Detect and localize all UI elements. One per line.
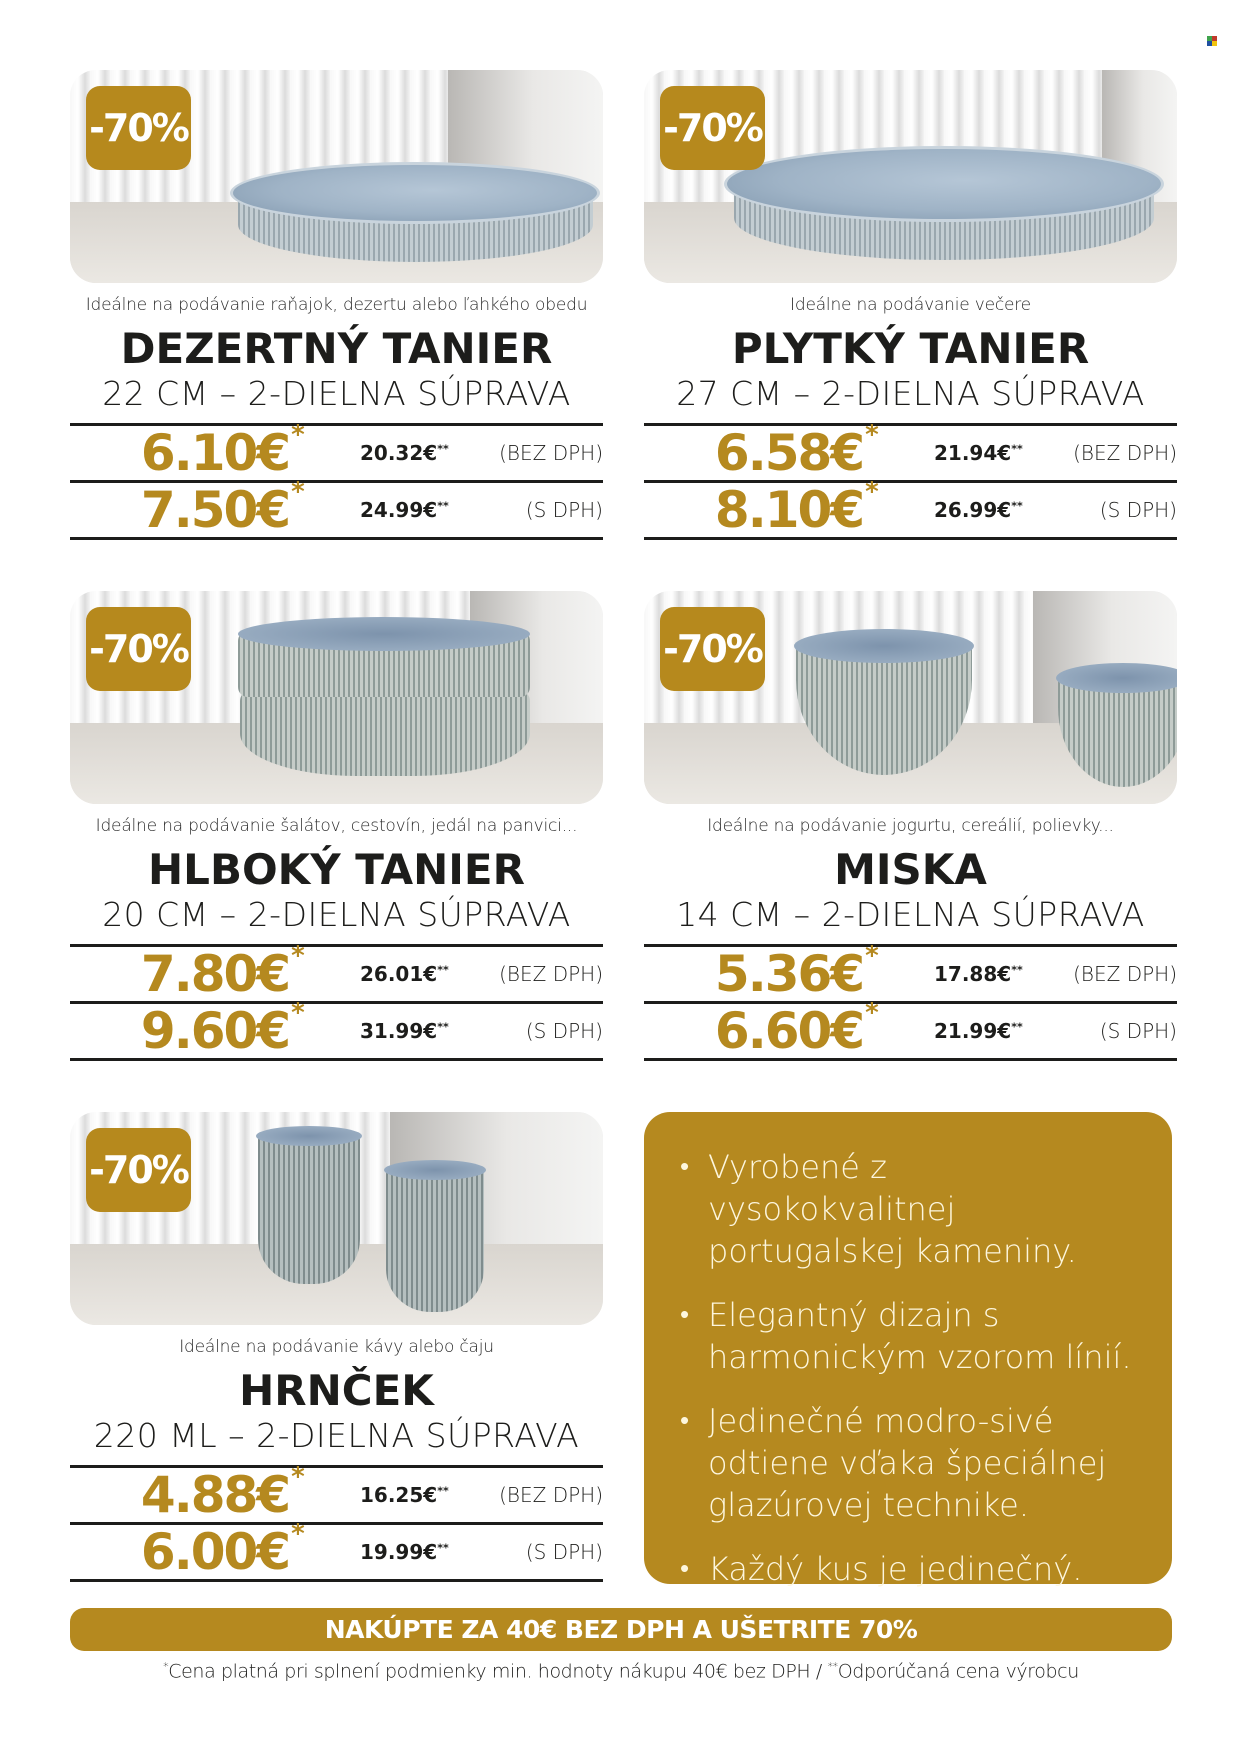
original-price: 17.88€ [934, 962, 1012, 986]
tax-label: (S DPH) [525, 1540, 603, 1564]
original-price: 26.01€ [360, 962, 438, 986]
tax-label: (BEZ DPH) [499, 962, 603, 986]
price-row-bez-dph: 7.80€ * 26.01€** (BEZ DPH) [70, 947, 603, 1004]
tax-label: (BEZ DPH) [1073, 441, 1177, 465]
tax-label: (S DPH) [1099, 498, 1177, 522]
corner-logo-icon [1207, 36, 1217, 46]
product-description: Ideálne na podávanie večere [790, 295, 1031, 315]
price-row-s-dph: 6.00€ * 19.99€** (S DPH) [70, 1525, 603, 1582]
product-card-miska [644, 591, 1177, 1061]
deep-plate-icon [240, 691, 530, 776]
discount-badge: -70% [86, 607, 191, 691]
promo-banner: NAKÚPTE ZA 40€ BEZ DPH A UŠETRITE 70% [70, 1608, 1172, 1651]
product-card-hlboky-tanier [70, 591, 603, 1061]
discount-badge: -70% [86, 1128, 191, 1212]
feature-list [680, 1146, 1142, 1590]
price-row-bez-dph: 6.10€ * 20.32€** (BEZ DPH) [70, 426, 603, 483]
footnote-condition: Cena platná pri splnení podmienky min. hodnoty nákupu 40€ bez DPH / [168, 1660, 828, 1683]
price-row-bez-dph: 4.88€ * 16.25€** (BEZ DPH) [70, 1468, 603, 1525]
product-photo [644, 70, 1177, 283]
product-description: Ideálne na podávanie jogurtu, cereálií, polievky... [707, 816, 1114, 836]
tax-label: (S DPH) [525, 498, 603, 522]
price-row-s-dph: 8.10€ * 26.99€** (S DPH) [644, 483, 1177, 540]
sale-price: 6.60€ [714, 1002, 864, 1060]
product-title: HRNČEK [239, 1366, 434, 1415]
price-row-bez-dph: 5.36€ * 17.88€** (BEZ DPH) [644, 947, 1177, 1004]
product-title: PLYTKÝ TANIER [731, 324, 1090, 373]
price-row-s-dph: 7.50€ * 24.99€** (S DPH) [70, 483, 603, 540]
tax-label: (BEZ DPH) [1073, 962, 1177, 986]
price-table [70, 420, 603, 540]
sale-price: 6.00€ [140, 1523, 290, 1581]
price-table [644, 941, 1177, 1061]
product-title: DEZERTNÝ TANIER [120, 324, 553, 373]
original-price: 24.99€ [360, 498, 438, 522]
tax-label: (S DPH) [525, 1019, 603, 1043]
product-subtitle: 220 ML – 2-DIELNA SÚPRAVA [93, 1416, 580, 1455]
tax-label: (BEZ DPH) [499, 441, 603, 465]
features-box [644, 1112, 1172, 1588]
original-price: 16.25€ [360, 1483, 438, 1507]
sale-price: 4.88€ [140, 1466, 290, 1524]
product-description: Ideálne na podávanie kávy alebo čaju [179, 1337, 494, 1357]
price-row-s-dph: 6.60€ * 21.99€** (S DPH) [644, 1004, 1177, 1061]
product-subtitle: 14 CM – 2-DIELNA SÚPRAVA [676, 895, 1145, 934]
price-row-bez-dph: 6.58€ * 21.94€** (BEZ DPH) [644, 426, 1177, 483]
product-card-dezertny-tanier [70, 70, 603, 540]
tax-label: (BEZ DPH) [499, 1483, 603, 1507]
sale-price: 6.58€ [714, 424, 864, 482]
discount-badge: -70% [660, 607, 765, 691]
feature-item: • Elegantný dizajn s harmonickým vzorom línií. [680, 1294, 1142, 1378]
tax-label: (S DPH) [1099, 1019, 1177, 1043]
original-price: 21.99€ [934, 1019, 1012, 1043]
product-subtitle: 20 CM – 2-DIELNA SÚPRAVA [102, 895, 571, 934]
feature-item: • Jedinečné modro-sivé odtiene vďaka špeciálnej glazúrovej technike. [680, 1400, 1142, 1526]
mug-icon [258, 1134, 360, 1284]
product-photo [70, 70, 603, 283]
product-photo [70, 591, 603, 804]
sale-price: 7.50€ [140, 481, 290, 539]
price-table [70, 1462, 603, 1582]
sale-price: 9.60€ [140, 1002, 290, 1060]
original-price: 19.99€ [360, 1540, 438, 1564]
price-row-s-dph: 9.60€ * 31.99€** (S DPH) [70, 1004, 603, 1061]
sale-price: 8.10€ [714, 481, 864, 539]
product-description: Ideálne na podávanie šalátov, cestovín, jedál na panvici... [95, 816, 578, 836]
price-table [70, 941, 603, 1061]
sale-price: 7.80€ [140, 945, 290, 1003]
price-table [644, 420, 1177, 540]
product-title: HLBOKÝ TANIER [148, 845, 525, 894]
footnote: *Cena platná pri splnení podmienky min. hodnoty nákupu 40€ bez DPH / **Odporúčaná cena výrobcu [163, 1660, 1079, 1683]
feature-item: • Každý kus je jedinečný. [680, 1548, 1142, 1590]
discount-badge: -70% [660, 86, 765, 170]
product-subtitle: 22 CM – 2-DIELNA SÚPRAVA [102, 374, 571, 413]
product-card-plytky-tanier [644, 70, 1177, 540]
product-photo [70, 1112, 603, 1325]
product-photo [644, 591, 1177, 804]
sale-price: 6.10€ [140, 424, 290, 482]
footnote-recommended-price: Odporúčaná cena výrobcu [837, 1660, 1079, 1683]
sale-price: 5.36€ [714, 945, 864, 1003]
original-price: 26.99€ [934, 498, 1012, 522]
original-price: 20.32€ [360, 441, 438, 465]
product-title: MISKA [834, 845, 987, 894]
feature-item: • Vyrobené z vysokokvalitnej portugalskej kameniny. [680, 1146, 1142, 1272]
product-description: Ideálne na podávanie raňajok, dezertu alebo ľahkého obedu [85, 295, 588, 315]
product-subtitle: 27 CM – 2-DIELNA SÚPRAVA [676, 374, 1145, 413]
original-price: 21.94€ [934, 441, 1012, 465]
discount-badge: -70% [86, 86, 191, 170]
original-price: 31.99€ [360, 1019, 438, 1043]
product-card-hrncek [70, 1112, 603, 1582]
